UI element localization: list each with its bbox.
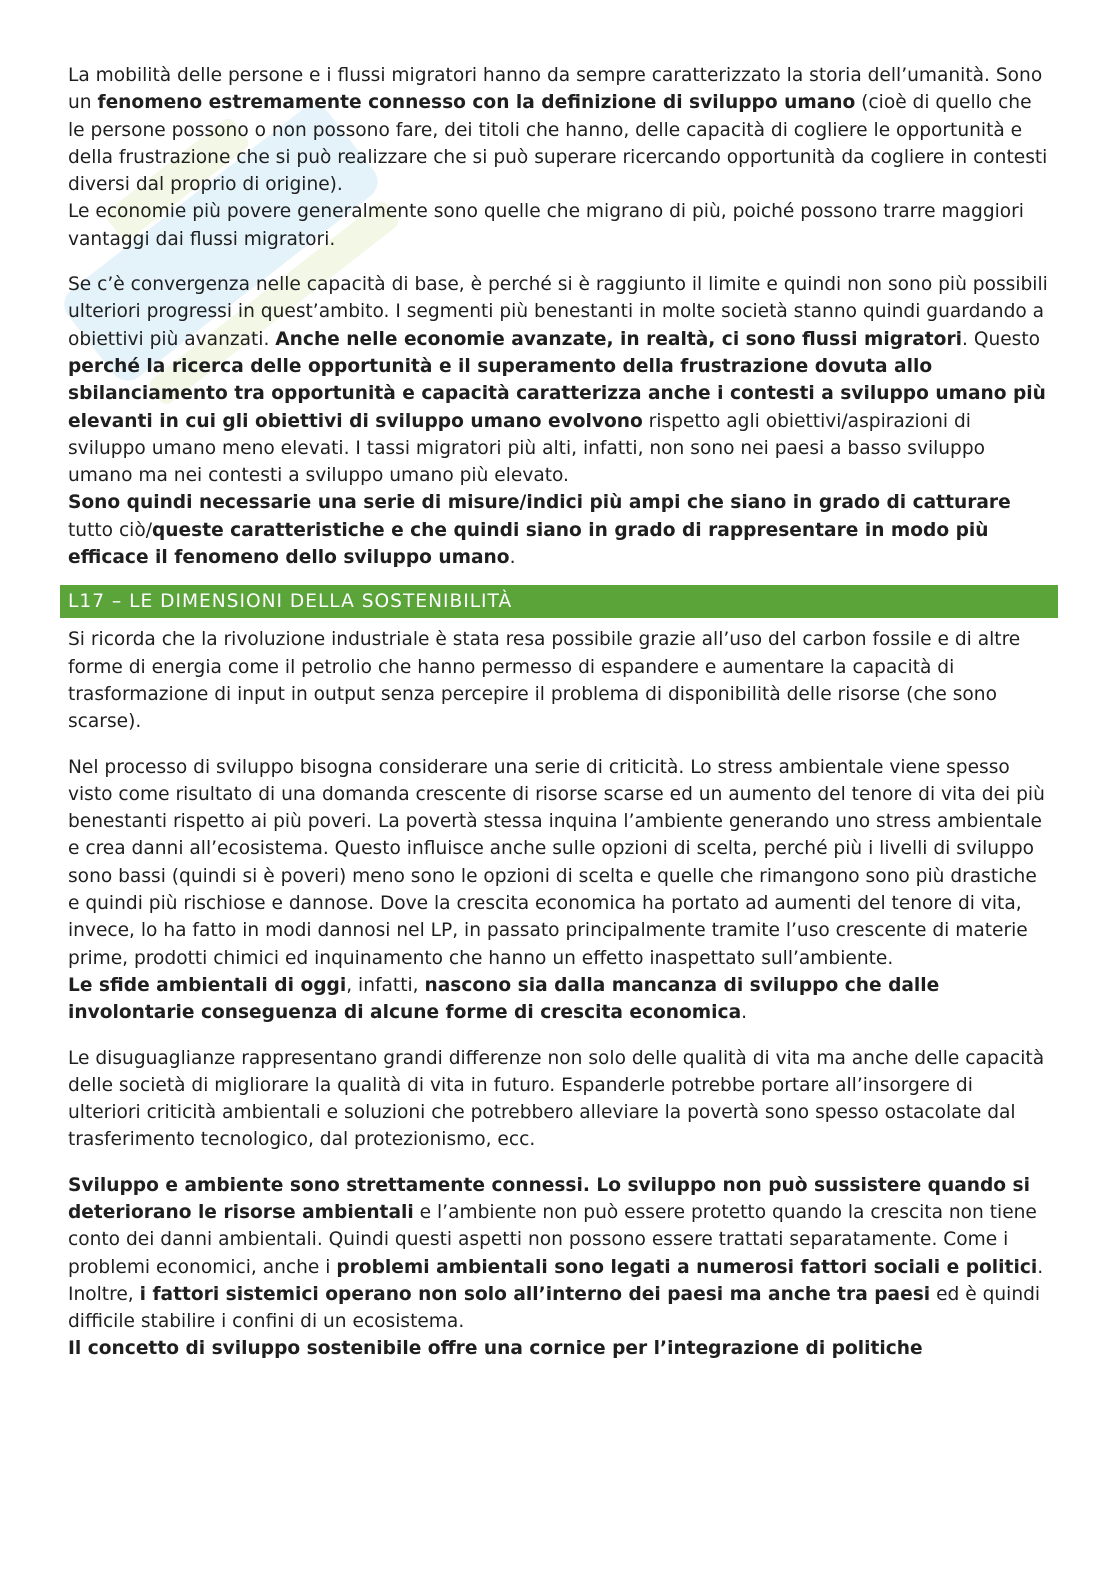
text-run: . Questo bbox=[962, 328, 1041, 350]
bold-text: fenomeno estremamente connesso con la definizione di sviluppo umano bbox=[97, 92, 856, 114]
text-run: Se c’è convergenza nelle capacità di base, è perché si è raggiunto il limite e quindi non sono più possibili ulteriori progressi in quest’ambito. I segmenti più benestanti in molte società stanno quindi guardando a obiettivi più avanzati. bbox=[68, 274, 1048, 350]
text-run: tutto ciò/ bbox=[68, 519, 152, 541]
paragraph-convergence bbox=[68, 271, 1048, 489]
paragraph-development-criticalities: Nel processo di sviluppo bisogna considerare una serie di criticità. Lo stress ambientale viene spesso visto come risultato di una domanda crescente di risorse scarse ed un aumento del tenore di vita dei più benestanti rispetto ai più poveri. La povertà stessa inquina l’ambiente generando uno stress ambientale e crea danni all’ecosistema. Questo influisce anche sulle opzioni di scelta, perché più i livelli di sviluppo sono bassi (quindi si è poveri) meno sono le opzioni di scelta e quelle che rimangono sono più drastiche e quindi più rischiose e dannose. Dove la crescita economica ha portato ad aumenti del tenore di vita, invece, lo ha fatto in modi dannosi nel LP, in passato principalmente tramite l’uso crescente di materie prime, prodotti chimici ed inquinamento che hanno un effetto inaspettato sull’ambiente. bbox=[68, 756, 1045, 969]
bold-text: Le sfide ambientali di oggi bbox=[68, 974, 347, 996]
bold-text: perché la ricerca delle opportunità e il superamento della frustrazione dovuta allo sbilanciamento tra opportunità e capacità caratterizza anche i contesti a sviluppo umano più elevanti in cui gli obiettivi di sviluppo umano evolvono bbox=[68, 355, 1046, 432]
bold-text: Sviluppo e ambiente sono strettamente connessi. Lo sviluppo non può sussistere quando si deteriorano le risorse ambientali bbox=[68, 1174, 1030, 1223]
document-body bbox=[68, 62, 1048, 1363]
bold-text: queste caratteristiche e che quindi siano in grado di rappresentare in modo più efficace il fenomeno dello sviluppo umano bbox=[68, 519, 989, 569]
text-run: , infatti, bbox=[346, 974, 425, 996]
text-run: ed è quindi difficile stabilire i confini di un ecosistema. bbox=[68, 1283, 1041, 1333]
paragraph-inequalities: Le disuguaglianze rappresentano grandi differenze non solo delle qualità di vita ma anche delle capacità delle società di migliorare la qualità di vita in futuro. Espanderle potrebbe portare all’insorgere di ulteriori criticità ambientali e soluzioni che potrebbero alleviare la povertà sono spesso ostacolate dal trasferimento tecnologico, dal protezionismo, ecc. bbox=[68, 1047, 1045, 1151]
section-heading: L17 – LE DIMENSIONI DELLA SOSTENIBILITÀ bbox=[60, 585, 1058, 618]
paragraph-industrial-revolution: Si ricorda che la rivoluzione industriale è stata resa possibile grazie all’uso del carbon fossile e di altre forme di energia come il petrolio che hanno permesso di espandere e aumentare la capacità di trasformazione di input in output senza percepire il problema di disponibilità delle risorse (che sono scarse). bbox=[68, 629, 1021, 733]
text-run: La mobilità delle persone e i flussi migratori hanno da sempre caratterizzato la storia dell’umanità. Sono un bbox=[68, 65, 1043, 114]
text-run: . Inoltre, bbox=[68, 1256, 1044, 1305]
text-run: rispetto agli obiettivi/aspirazioni di sviluppo umano meno elevati. I tassi migratori più alti, infatti, non sono nei paesi a basso sviluppo umano ma nei contesti a sviluppo umano più elevato. bbox=[68, 410, 986, 487]
bold-text: Anche nelle economie avanzate, in realtà, ci sono flussi migratori bbox=[275, 328, 962, 350]
bold-text: i fattori sistemici operano non solo all’interno dei paesi ma anche tra paesi bbox=[139, 1283, 931, 1305]
bold-text: nascono sia dalla mancanza di sviluppo che dalle involontarie conseguenza di alcune forme di crescita economica bbox=[68, 974, 940, 1024]
paragraph-environmental-challenges bbox=[68, 972, 1048, 1027]
paragraph-sustainable-development: Il concetto di sviluppo sostenibile offre una cornice per l’integrazione di politiche bbox=[68, 1338, 923, 1360]
paragraph-indices-needed bbox=[68, 489, 1048, 571]
text-run: . bbox=[509, 547, 516, 569]
text-run: . bbox=[741, 1002, 748, 1024]
paragraph-development-environment bbox=[68, 1172, 1048, 1336]
text-run: (cioè di quello che le persone possono o non possono fare, dei titoli che hanno, delle capacità di cogliere le opportunità e della frustrazione che si può realizzare che si può superare ricercando opportunità da cogliere in contesti diversi dal proprio di origine). bbox=[68, 92, 1048, 196]
paragraph-poor-economies: Le economie più povere generalmente sono quelle che migrano di più, poiché possono trarre maggiori vantaggi dai flussi migratori. bbox=[68, 201, 1024, 250]
bold-text: Sono quindi necessarie una serie di misure/indici più ampi che siano in grado di catturare bbox=[68, 492, 1011, 514]
bold-text: problemi ambientali sono legati a numerosi fattori sociali e politici bbox=[336, 1256, 1038, 1278]
text-run: e l’ambiente non può essere protetto quando la crescita non tiene conto dei danni ambientali. Quindi questi aspetti non possono essere trattati separatamente. Come i problemi economici, anche i bbox=[68, 1201, 1037, 1278]
paragraph-migration-intro bbox=[68, 62, 1048, 198]
